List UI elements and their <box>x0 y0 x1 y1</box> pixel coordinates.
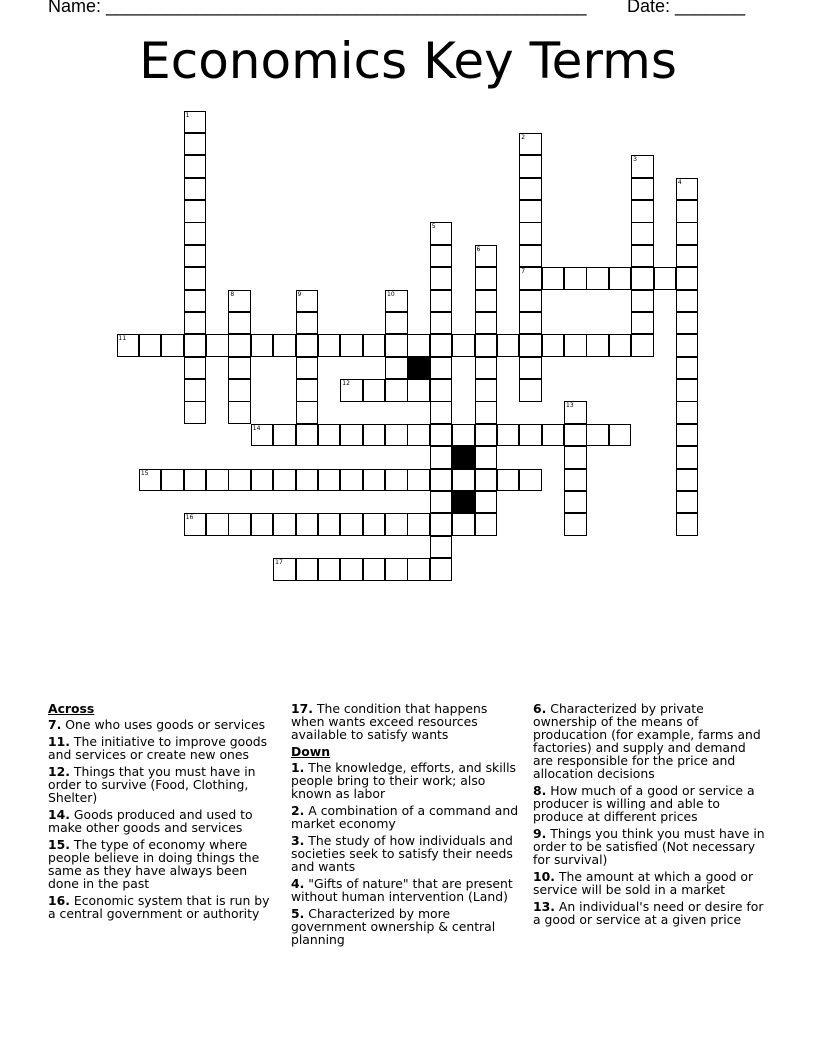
crossword-cell[interactable] <box>631 312 654 335</box>
crossword-cell[interactable] <box>318 558 341 581</box>
crossword-cell[interactable] <box>631 334 654 357</box>
crossword-cell[interactable] <box>475 267 498 290</box>
clue-number: 8 <box>230 290 235 298</box>
crossword-cell[interactable] <box>430 267 453 290</box>
crossword-cell[interactable] <box>184 222 207 245</box>
clue-across-12: 12. Things that you must have in order to survive (Food, Clothing, Shelter) <box>48 764 256 805</box>
clue-number: 3 <box>633 156 637 164</box>
clue-across-16: 16. Economic system that is run by a central government or authority <box>48 893 270 921</box>
crossword-cell[interactable] <box>184 178 207 201</box>
clue-number: 5 <box>431 223 436 231</box>
crossword-cell[interactable] <box>631 200 654 223</box>
crossword-cell[interactable] <box>519 222 542 245</box>
crossword-cell[interactable] <box>519 133 542 156</box>
crossword-cell[interactable] <box>385 290 408 313</box>
crossword-cell[interactable] <box>519 155 542 178</box>
crossword-cell[interactable] <box>363 379 386 402</box>
clue-number: 16 <box>185 514 194 522</box>
crossword-cell[interactable] <box>340 558 363 581</box>
crossword-cell[interactable] <box>296 424 319 447</box>
crossword-cell[interactable] <box>184 267 207 290</box>
crossword-cell[interactable] <box>184 155 207 178</box>
crossword-cell[interactable] <box>475 312 498 335</box>
crossword-cell[interactable] <box>430 245 453 268</box>
crossword-cell[interactable] <box>184 469 207 492</box>
clue-down-13: 13. An individual's need or desire for a good or service at a given price <box>533 899 764 927</box>
crossword-cell[interactable] <box>430 401 453 424</box>
crossword-cell[interactable] <box>407 334 430 357</box>
crossword-cell[interactable] <box>564 513 587 536</box>
crossword-cell[interactable] <box>676 200 699 223</box>
down-heading: Down <box>291 744 331 759</box>
crossword-cell[interactable] <box>676 312 699 335</box>
clue-across-17: 17. The condition that happens when wants exceed resources available to satisfy wants <box>291 701 488 742</box>
crossword-cell[interactable] <box>676 491 699 514</box>
crossword-cell[interactable] <box>273 558 296 581</box>
crossword-cell[interactable] <box>385 424 408 447</box>
clue-number: 4 <box>677 178 682 186</box>
crossword-cell[interactable] <box>228 379 251 402</box>
crossword-cell[interactable] <box>631 178 654 201</box>
crossword-cell[interactable] <box>228 469 251 492</box>
crossword-cell[interactable] <box>519 245 542 268</box>
clue-number: 6 <box>476 245 481 253</box>
clue-down-5: 5. Characterized by more government ownership & central planning <box>291 906 496 947</box>
crossword-cell[interactable] <box>631 155 654 178</box>
crossword-cell[interactable] <box>519 357 542 380</box>
crossword-cell[interactable] <box>228 357 251 380</box>
crossword-cell[interactable] <box>519 290 542 313</box>
crossword-cell[interactable] <box>586 334 609 357</box>
page-title: Economics Key Terms <box>139 32 677 90</box>
clue-across-11: 11. The initiative to improve goods and services or create new ones <box>48 734 268 762</box>
crossword-cell[interactable] <box>251 513 274 536</box>
crossword-cell[interactable] <box>273 513 296 536</box>
crossword-cell[interactable] <box>318 334 341 357</box>
crossword-cell[interactable] <box>676 446 699 469</box>
crossword-cell[interactable] <box>318 513 341 536</box>
crossword-cell[interactable] <box>407 379 430 402</box>
crossword-cell[interactable] <box>385 334 408 357</box>
crossword-cell[interactable] <box>430 290 453 313</box>
crossword-cell[interactable] <box>363 513 386 536</box>
crossword-cell[interactable] <box>184 513 207 536</box>
crossword-cell[interactable] <box>184 334 207 357</box>
clue-number: 9 <box>297 290 302 298</box>
crossword-cell[interactable] <box>228 401 251 424</box>
crossword-cell[interactable] <box>407 469 430 492</box>
crossword-cell[interactable] <box>430 334 453 357</box>
crossword-cell[interactable] <box>519 200 542 223</box>
crossword-cell[interactable] <box>161 469 184 492</box>
crossword-cell[interactable] <box>296 334 319 357</box>
blocked-square <box>452 491 475 514</box>
clue-number: 7 <box>521 268 526 276</box>
crossword-cell[interactable] <box>475 424 498 447</box>
clue-number: 13 <box>566 402 574 410</box>
clue-number: 17 <box>275 559 283 566</box>
crossword-cell[interactable] <box>296 357 319 380</box>
crossword-cell[interactable] <box>318 469 341 492</box>
crossword-cell[interactable] <box>385 312 408 335</box>
crossword-cell[interactable] <box>430 469 453 492</box>
crossword-cell[interactable] <box>452 469 475 492</box>
crossword-cell[interactable] <box>296 558 319 581</box>
crossword-cell[interactable] <box>564 469 587 492</box>
clue-down-10: 10. The amount at which a good or service will be sold in a market <box>533 869 754 897</box>
crossword-cell[interactable] <box>452 513 475 536</box>
crossword-cell[interactable] <box>519 267 542 290</box>
crossword-cell[interactable] <box>251 424 274 447</box>
crossword-cell[interactable] <box>475 357 498 380</box>
crossword-cell[interactable] <box>340 469 363 492</box>
crossword-cell[interactable] <box>430 312 453 335</box>
crossword-cell[interactable] <box>430 513 453 536</box>
crossword-cell[interactable] <box>161 334 184 357</box>
clue-down-2: 2. A combination of a command and market economy <box>291 803 519 831</box>
crossword-cell[interactable] <box>497 424 520 447</box>
crossword-cell[interactable] <box>609 334 632 357</box>
clue-across-14: 14. Goods produced and used to make other goods and services <box>48 807 253 835</box>
crossword-cell[interactable] <box>676 245 699 268</box>
blocked-square <box>452 446 475 469</box>
crossword-cell[interactable] <box>475 379 498 402</box>
crossword-cell[interactable] <box>542 267 565 290</box>
crossword-cell[interactable] <box>676 357 699 380</box>
crossword-cell[interactable] <box>676 222 699 245</box>
crossword-cell[interactable] <box>385 513 408 536</box>
crossword-cell[interactable] <box>318 424 341 447</box>
crossword-cell[interactable] <box>676 424 699 447</box>
crossword-cell[interactable] <box>519 469 542 492</box>
crossword-cell[interactable] <box>519 424 542 447</box>
crossword-cell[interactable] <box>139 334 162 357</box>
clue-number: 1 <box>185 111 190 119</box>
clues-column-3 <box>533 702 769 930</box>
crossword-cell[interactable] <box>497 334 520 357</box>
crossword-cell[interactable] <box>676 401 699 424</box>
crossword-cell[interactable] <box>296 312 319 335</box>
crossword-cell[interactable] <box>206 513 229 536</box>
clue-down-4: 4. "Gifts of nature" that are present without human intervention (Land) <box>291 876 513 904</box>
name-field[interactable]: Name: ________________________________________________ <box>48 0 587 16</box>
clue-down-1: 1. The knowledge, efforts, and skills people bring to their work; also known as labor <box>291 760 517 801</box>
date-field[interactable]: Date: _______ <box>627 0 746 16</box>
crossword-cell[interactable] <box>117 334 140 357</box>
crossword-cell[interactable] <box>519 312 542 335</box>
crossword-cell[interactable] <box>430 558 453 581</box>
crossword-cell[interactable] <box>184 312 207 335</box>
clue-number: 14 <box>252 424 261 432</box>
crossword-cell[interactable] <box>475 446 498 469</box>
crossword-cell[interactable] <box>296 379 319 402</box>
crossword-cell[interactable] <box>676 469 699 492</box>
crossword-cell[interactable] <box>430 491 453 514</box>
crossword-cell[interactable] <box>430 357 453 380</box>
crossword-cell[interactable] <box>184 357 207 380</box>
blocked-square <box>407 357 430 380</box>
crossword-cell[interactable] <box>273 334 296 357</box>
crossword-cell[interactable] <box>564 446 587 469</box>
crossword-cell[interactable] <box>609 424 632 447</box>
crossword-cell[interactable] <box>586 267 609 290</box>
crossword-cell[interactable] <box>519 178 542 201</box>
crossword-cell[interactable] <box>430 222 453 245</box>
crossword-cell[interactable] <box>430 424 453 447</box>
crossword-cell[interactable] <box>475 491 498 514</box>
crossword-cell[interactable] <box>273 424 296 447</box>
crossword-cell[interactable] <box>184 245 207 268</box>
crossword-cell[interactable] <box>340 334 363 357</box>
clue-across-15: 15. The type of economy where people believe in doing things the same as they have always been done in the past <box>48 837 260 891</box>
crossword-cell[interactable] <box>609 267 632 290</box>
crossword-cell[interactable] <box>475 469 498 492</box>
crossword-cell[interactable] <box>564 424 587 447</box>
crossword-cell[interactable] <box>452 334 475 357</box>
crossword-cell[interactable] <box>340 379 363 402</box>
crossword-cell[interactable] <box>363 558 386 581</box>
clue-down-3: 3. The study of how individuals and societies seek to satisfy their needs and wants <box>291 833 513 874</box>
crossword-cell[interactable] <box>340 424 363 447</box>
crossword-cell[interactable] <box>385 558 408 581</box>
clue-number: 12 <box>342 380 350 387</box>
crossword-cell[interactable] <box>564 491 587 514</box>
clue-down-6: 6. Characterized by private ownership of the means of producation (for example, farms and factories) and supply and demand are responsible for the price and allocation decisions <box>533 701 761 781</box>
crossword-cell[interactable] <box>475 401 498 424</box>
crossword-cell[interactable] <box>407 424 430 447</box>
crossword-cell[interactable] <box>385 357 408 380</box>
crossword-cell[interactable] <box>407 513 430 536</box>
crossword-cell[interactable] <box>430 536 453 559</box>
crossword-cell[interactable] <box>586 424 609 447</box>
crossword-cell[interactable] <box>363 424 386 447</box>
crossword-cell[interactable] <box>296 513 319 536</box>
crossword-cell[interactable] <box>228 290 251 313</box>
clues-column-2 <box>291 702 521 950</box>
clue-number: 10 <box>387 290 395 298</box>
crossword-cell[interactable] <box>363 469 386 492</box>
crossword-cell[interactable] <box>184 290 207 313</box>
crossword-cell[interactable] <box>184 200 207 223</box>
clue-number: 2 <box>521 133 526 141</box>
clue-number: 11 <box>118 335 127 343</box>
crossword-cell[interactable] <box>385 469 408 492</box>
crossword-cell[interactable] <box>676 513 699 536</box>
crossword-cell[interactable] <box>631 222 654 245</box>
crossword-cell[interactable] <box>452 424 475 447</box>
crossword-cell[interactable] <box>385 379 408 402</box>
crossword-cell[interactable] <box>296 401 319 424</box>
crossword-cell[interactable] <box>184 379 207 402</box>
crossword-cell[interactable] <box>296 290 319 313</box>
crossword-cell[interactable] <box>564 401 587 424</box>
clue-number: 15 <box>140 469 149 477</box>
crossword-cell[interactable] <box>273 469 296 492</box>
crossword-cell[interactable] <box>251 334 274 357</box>
crossword-cell[interactable] <box>407 558 430 581</box>
clue-down-9: 9. Things you think you must have in order to be satisfied (Not necessary for survival) <box>533 826 765 867</box>
crossword-cell[interactable] <box>497 469 520 492</box>
crossword-cell[interactable] <box>676 379 699 402</box>
crossword-cell[interactable] <box>251 469 274 492</box>
crossword-cell[interactable] <box>676 334 699 357</box>
crossword-cell[interactable] <box>631 290 654 313</box>
clue-across-7: 7. One who uses goods or services <box>48 717 266 732</box>
crossword-cell[interactable] <box>631 267 654 290</box>
crossword-cell[interactable] <box>475 334 498 357</box>
clue-down-8: 8. How much of a good or service a producer is willing and able to produce at different prices <box>533 783 755 824</box>
crossword-cell[interactable] <box>340 513 363 536</box>
across-heading: Across <box>48 701 95 716</box>
crossword-cell[interactable] <box>363 334 386 357</box>
crossword-cell[interactable] <box>206 334 229 357</box>
crossword-cell[interactable] <box>475 513 498 536</box>
crossword-cell[interactable] <box>542 334 565 357</box>
crossword-cell[interactable] <box>676 290 699 313</box>
crossword-cell[interactable] <box>654 267 677 290</box>
crossword-cell[interactable] <box>228 334 251 357</box>
crossword-cell[interactable] <box>676 178 699 201</box>
crossword-cell[interactable] <box>184 401 207 424</box>
crossword-cell[interactable] <box>184 111 207 134</box>
crossword-cell[interactable] <box>430 446 453 469</box>
crossword-cell[interactable] <box>542 424 565 447</box>
crossword-cell[interactable] <box>564 334 587 357</box>
crossword-cell[interactable] <box>228 312 251 335</box>
crossword-cell[interactable] <box>228 513 251 536</box>
crossword-cell[interactable] <box>676 267 699 290</box>
crossword-cell[interactable] <box>184 133 207 156</box>
crossword-cell[interactable] <box>519 334 542 357</box>
crossword-cell[interactable] <box>519 379 542 402</box>
clues-column-1 <box>48 702 274 924</box>
crossword-cell[interactable] <box>430 379 453 402</box>
crossword-cell[interactable] <box>475 290 498 313</box>
crossword-cell[interactable] <box>475 245 498 268</box>
crossword-cell[interactable] <box>206 469 229 492</box>
crossword-cell[interactable] <box>139 469 162 492</box>
crossword-cell[interactable] <box>631 245 654 268</box>
crossword-cell[interactable] <box>564 267 587 290</box>
crossword-cell[interactable] <box>296 469 319 492</box>
